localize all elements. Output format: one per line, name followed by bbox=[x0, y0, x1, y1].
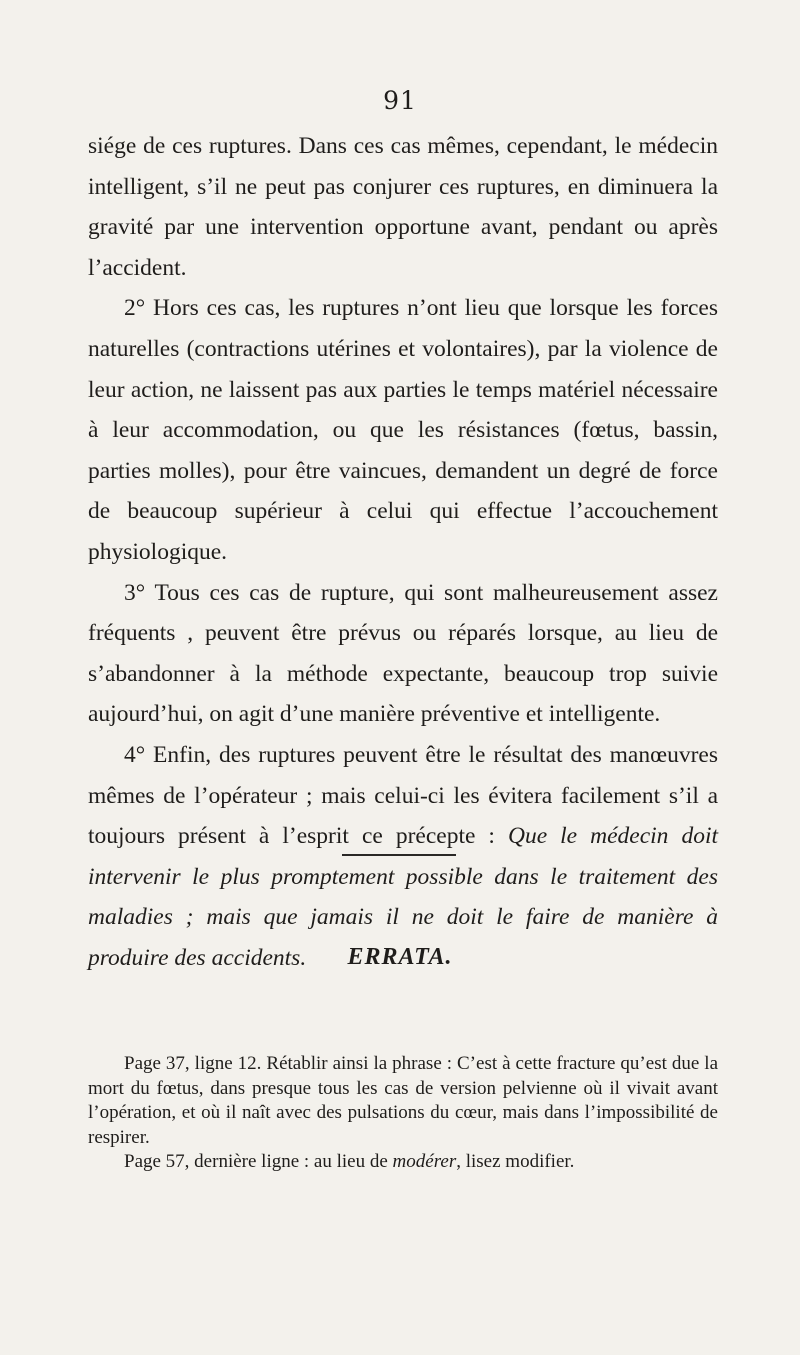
section-divider bbox=[342, 854, 456, 856]
errata-list bbox=[88, 1052, 718, 1175]
paragraph-4 bbox=[88, 735, 718, 979]
page-number: 91 bbox=[383, 86, 417, 115]
errata-entry-2-word: modérer bbox=[392, 1151, 457, 1173]
errata-entry-1: Page 37, ligne 12. Rétablir ainsi la phrase : C’est à cette fracture qu’est due la mort du fœtus, dans presque tous les cas de version pelvienne où il vivait avant l’opération, et où il naît avec des pulsations du cœur, mais dans l’impossibilité de respirer. bbox=[88, 1053, 718, 1148]
errata-title: ERRATA. bbox=[347, 944, 453, 970]
errata-entry-2 bbox=[88, 1150, 718, 1175]
paragraph-4-maxim: Que le médecin doit intervenir le plus promptement possible dans le traitement des maladies ; mais que jamais il ne doit le faire de manière à produire des accidents. bbox=[88, 823, 718, 971]
paragraph-4-lead: 4° Enfin, des ruptures peuvent être le résultat des manœuvres mêmes de l’opérateur ; mais celui-ci les évitera facilement s’il a toujours présent à l’esprit ce précepte : bbox=[88, 741, 718, 850]
errata-entry-2-lead: Page 57, dernière ligne : au lieu de bbox=[124, 1151, 393, 1173]
paragraph-1: siége de ces ruptures. Dans ces cas mêmes, cependant, le médecin intelligent, s’il ne peut pas conjurer ces ruptures, en diminuera la gravité par une intervention opportune avant, pendant ou après l’accident. bbox=[88, 133, 718, 281]
paragraph-3: 3° Tous ces cas de rupture, qui sont malheureusement assez fréquents , peuvent être prévus ou réparés lorsque, au lieu de s’abandonner à la méthode expectante, beaucoup trop suivie aujourd’hui, on agit d’une manière préventive et intelligente. bbox=[88, 579, 718, 728]
main-text bbox=[88, 126, 718, 978]
paragraph-2: 2° Hors ces cas, les ruptures n’ont lieu que lorsque les forces naturelles (contractions utérines et volontaires), par la violence de leur action, ne laissent pas aux parties le temps matériel nécessaire à leur accommodation, ou que les résistances (fœtus, bassin, parties molles), pour être vaincues, demandent un degré de force de beaucoup supérieur à celui qui effectue l’accouchement physiologique. bbox=[88, 295, 718, 565]
errata-entry-2-tail: , lisez modifier. bbox=[456, 1151, 575, 1173]
